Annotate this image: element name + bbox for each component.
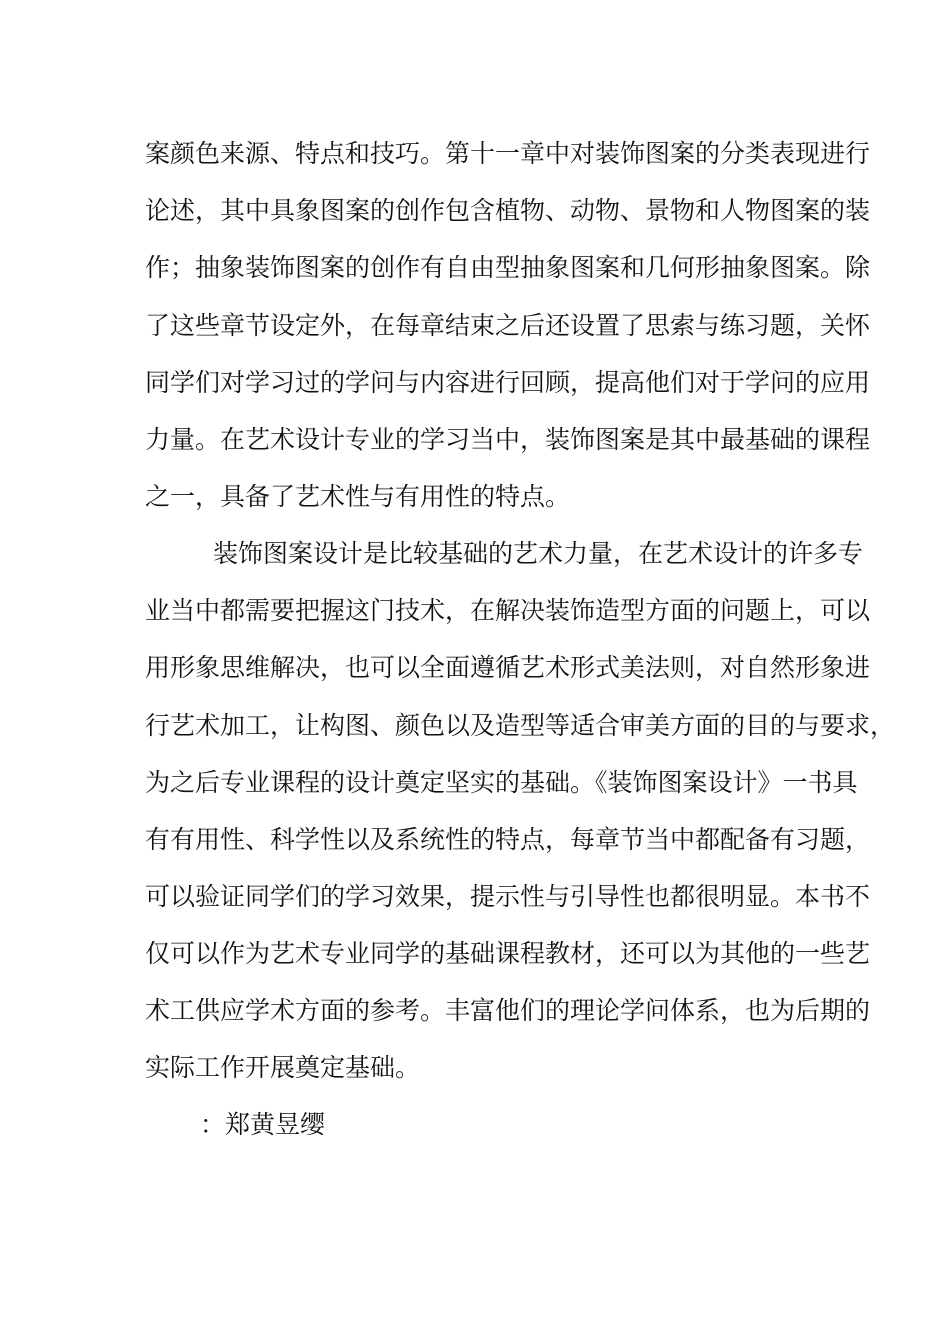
paragraph-1-line-3: 作；抽象装饰图案的创作有自由型抽象图案和几何形抽象图案。除 xyxy=(145,253,871,282)
paragraph-1-line-5: 同学们对学习过的学问与内容进行回顾，提高他们对于学问的应用 xyxy=(145,368,871,397)
paragraph-2-line-3: 用形象思维解决，也可以全面遵循艺术形式美法则，对自然形象进 xyxy=(145,653,871,682)
paragraph-2-line-8: 仅可以作为艺术专业同学的基础课程教材，还可以为其他的一些艺 xyxy=(145,939,871,968)
paragraph-1-line-2: 论述，其中具象图案的创作包含植物、动物、景物和人物图案的装 xyxy=(145,196,871,225)
paragraph-2-line-7: 可以验证同学们的学习效果，提示性与引导性也都很明显。本书不 xyxy=(145,882,871,911)
paragraph-2-line-1: 装饰图案设计是比较基础的艺术力量，在艺术设计的许多专 xyxy=(213,539,864,568)
paragraph-1-line-1: 案颜色来源、特点和技巧。第十一章中对装饰图案的分类表现进行 xyxy=(145,139,871,168)
paragraph-1-line-4: 了这些章节设定外，在每章结束之后还设置了思索与练习题，关怀 xyxy=(145,311,871,340)
author-signature: ：郑黄昱缨 xyxy=(200,1110,326,1139)
paragraph-1-line-6: 力量。在艺术设计专业的学习当中，装饰图案是其中最基础的课程 xyxy=(145,425,871,454)
paragraph-2-line-6: 有有用性、科学性以及系统性的特点，每章节当中都配备有习题， xyxy=(145,825,871,854)
paragraph-2-line-9: 术工供应学术方面的参考。丰富他们的理论学问体系，也为后期的 xyxy=(145,996,871,1025)
paragraph-2-line-10: 实际工作开展奠定基础。 xyxy=(145,1053,421,1082)
paragraph-1-line-7: 之一，具备了艺术性与有用性的特点。 xyxy=(145,482,571,511)
paragraph-2-line-4: 行艺术加工，让构图、颜色以及造型等适合审美方面的目的与要求， xyxy=(145,711,896,740)
paragraph-2-line-5: 为之后专业课程的设计奠定坚实的基础。《装饰图案设计》一书具 xyxy=(145,768,858,797)
paragraph-2-line-2: 业当中都需要把握这门技术，在解决装饰造型方面的问题上，可以 xyxy=(145,596,871,625)
